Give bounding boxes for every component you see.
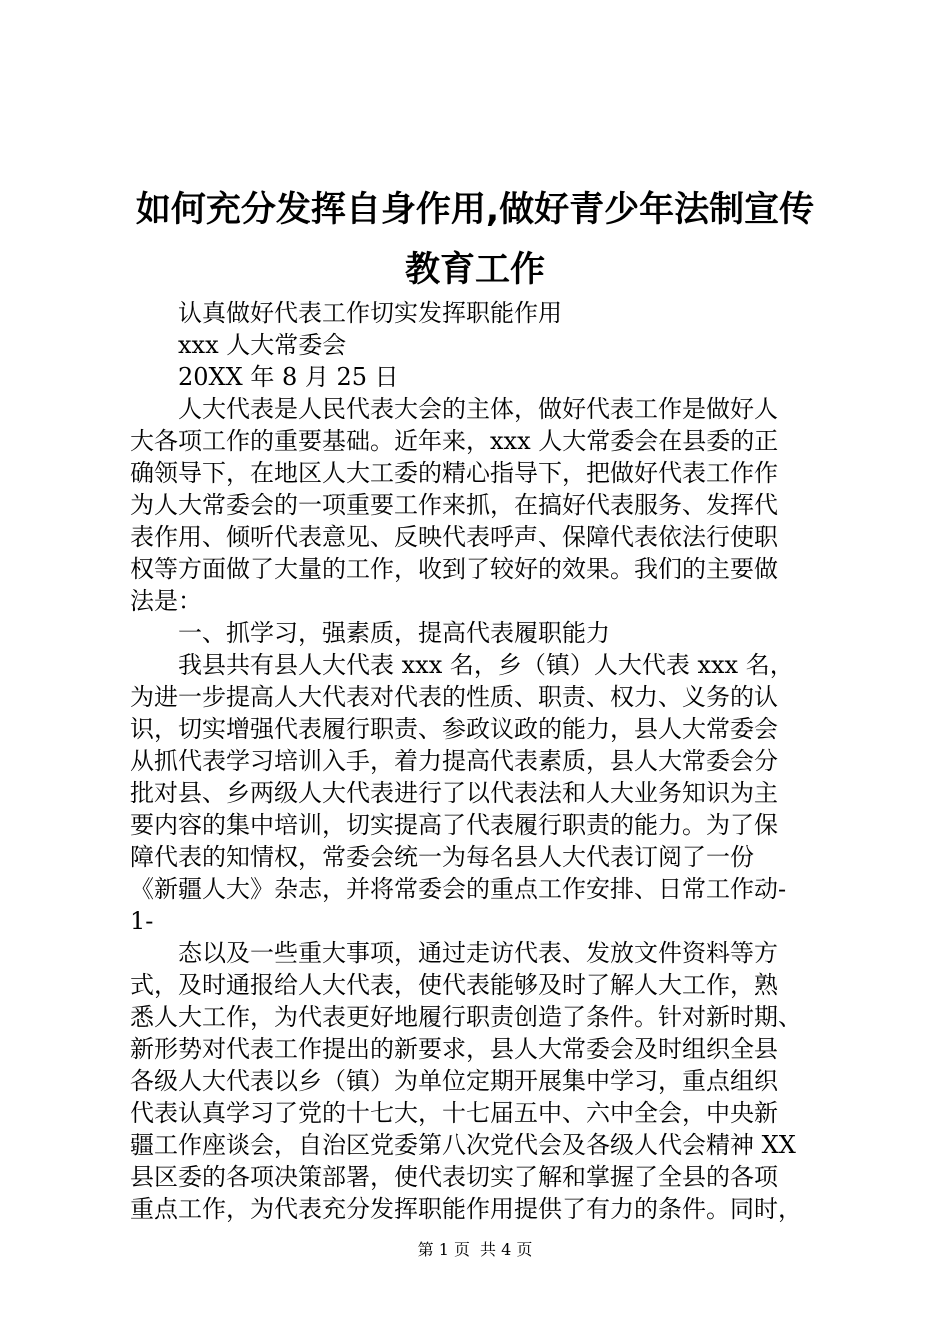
paragraph-line: 疆工作座谈会，自治区党委第八次党代会及各级人代会精神 XX <box>130 1131 796 1159</box>
paragraph-line: 从抓代表学习培训入手，着力提高代表素质，县人大常委会分 <box>130 747 778 775</box>
paragraph-line: 县区委的各项决策部署，使代表切实了解和掌握了全县的各项 <box>130 1163 778 1191</box>
paragraph-line: 为进一步提高人大代表对代表的性质、职责、权力、义务的认 <box>130 683 778 711</box>
paragraph-line: 《新疆人大》杂志，并将常委会的重点工作安排、日常工作动- <box>130 875 787 903</box>
paragraph-line: 法是： <box>130 587 202 615</box>
paragraph-line: 要内容的集中培训，切实提高了代表履行职责的能力。为了保 <box>130 811 778 839</box>
section-heading: 一、抓学习，强素质，提高代表履职能力 <box>178 619 610 647</box>
paragraph-line: 人大代表是人民代表大会的主体，做好代表工作是做好人 <box>178 395 778 423</box>
document-title-line-1: 如何充分发挥自身作用,做好青少年法制宣传 <box>135 190 815 230</box>
paragraph-line: 大各项工作的重要基础。近年来，xxx 人大常委会在县委的正 <box>130 427 779 455</box>
page-number: 第 1 页 <box>417 1240 470 1259</box>
page-total: 共 4 页 <box>480 1240 533 1259</box>
paragraph-line: 态以及一些重大事项，通过走访代表、发放文件资料等方 <box>178 939 778 967</box>
paragraph-line: 障代表的知情权，常委会统一为每名县人大代表订阅了一份 <box>130 843 754 871</box>
paragraph-line: 批对县、乡两级人大代表进行了以代表法和人大业务知识为主 <box>130 779 778 807</box>
paragraph-line: 各级人大代表以乡（镇）为单位定期开展集中学习，重点组织 <box>130 1067 778 1095</box>
paragraph-line: 新形势对代表工作提出的新要求，县人大常委会及时组织全县 <box>130 1035 778 1063</box>
paragraph-line: 代表认真学习了党的十七大，十七届五中、六中全会，中央新 <box>130 1099 778 1127</box>
paragraph-line: 1- <box>130 907 154 935</box>
page-footer <box>0 1240 950 1260</box>
paragraph-line: 确领导下，在地区人大工委的精心指导下，把做好代表工作作 <box>130 459 778 487</box>
paragraph-line: 表作用、倾听代表意见、反映代表呼声、保障代表依法行使职 <box>130 523 778 551</box>
paragraph-line: 悉人大工作，为代表更好地履行职责创造了条件。针对新时期、 <box>130 1003 802 1031</box>
paragraph-line: 我县共有县人大代表 xxx 名，乡（镇）人大代表 xxx 名， <box>178 651 794 679</box>
paragraph-line: 重点工作，为代表充分发挥职能作用提供了有力的条件。同时， <box>130 1195 802 1223</box>
paragraph-line: 权等方面做了大量的工作，收到了较好的效果。我们的主要做 <box>130 555 778 583</box>
document-author: xxx 人大常委会 <box>178 331 347 359</box>
document-subtitle: 认真做好代表工作切实发挥职能作用 <box>178 299 562 327</box>
paragraph-line: 式，及时通报给人大代表，使代表能够及时了解人大工作，熟 <box>130 971 778 999</box>
document-title-line-2: 教育工作 <box>404 250 545 290</box>
paragraph-line: 识，切实增强代表履行职责、参政议政的能力，县人大常委会 <box>130 715 778 743</box>
document-date: 20XX 年 8 月 25 日 <box>178 363 399 391</box>
paragraph-line: 为人大常委会的一项重要工作来抓，在搞好代表服务、发挥代 <box>130 491 778 519</box>
